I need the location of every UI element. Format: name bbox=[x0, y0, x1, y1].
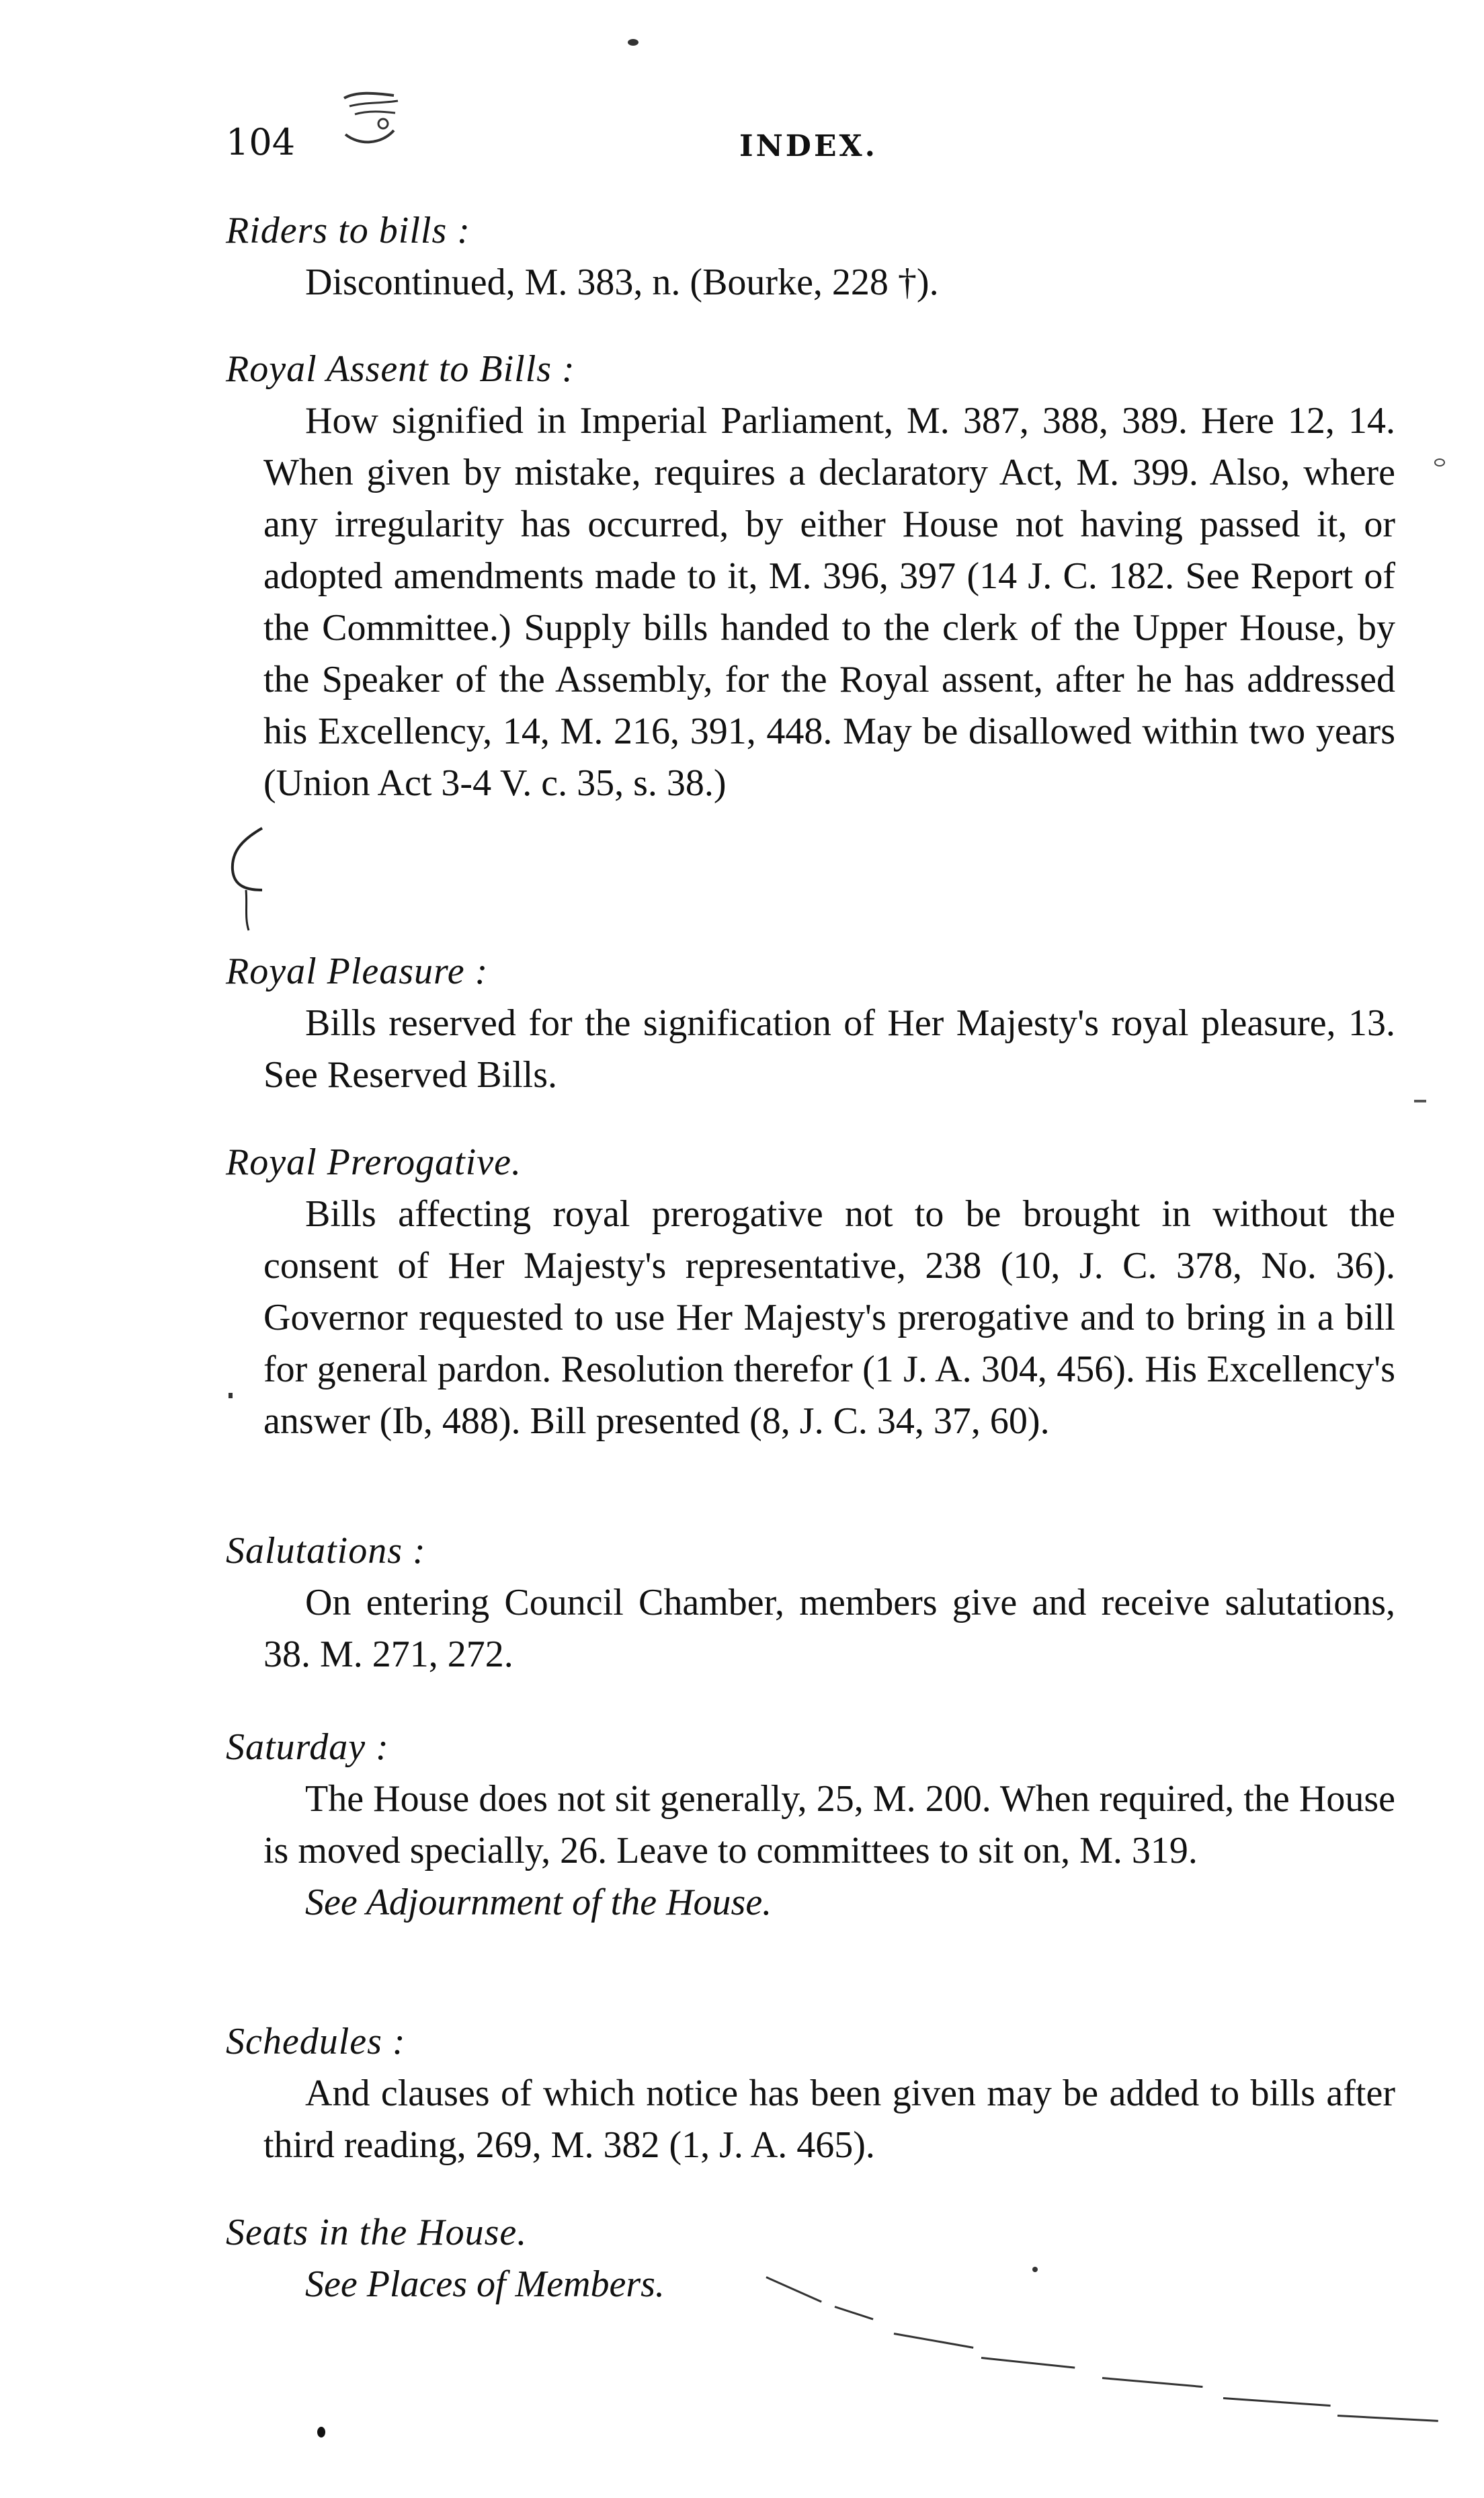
library-stamp-icon bbox=[336, 86, 410, 153]
pencil-stroke bbox=[1337, 2415, 1438, 2422]
cross-reference: See Places of Members. bbox=[305, 2263, 665, 2305]
entry-body: Bills reserved for the signification of Her Majesty's royal pleasure, 13. See Reserved Bills. bbox=[263, 1002, 1395, 1096]
ink-speck bbox=[628, 39, 638, 46]
entry-body: On entering Council Chamber, members give and receive salutations, 38. M. 271, 272. bbox=[263, 1582, 1395, 1675]
entry-heading: Saturday : bbox=[226, 1726, 389, 1768]
ink-speck bbox=[1434, 458, 1445, 467]
index-entry-salutations bbox=[226, 1525, 1395, 1681]
entry-body: And clauses of which notice has been given may be added to bills after third reading, 269, M. 382 (1, J. A. 465). bbox=[263, 2072, 1395, 2166]
page-number: 104 bbox=[226, 121, 296, 163]
index-entry-royal-prerogative bbox=[226, 1136, 1395, 1447]
pencil-stroke bbox=[981, 2357, 1075, 2369]
entry-heading: Seats in the House. bbox=[226, 2212, 528, 2253]
entry-body: Bills affecting royal prerogative not to be brought in without the consent of Her Majesty's representative, 238 (10, J. C. 378, No. 36). Governor requested to use Her Majesty's prerogative and to bring in a bill for general pardon. Resolution therefor (1 J. A. 304, 456). His Excellency's answer (Ib, 488). Bill presented (8, J. C. 34, 37, 60). bbox=[263, 1193, 1395, 1442]
entry-heading: Royal Assent to Bills : bbox=[226, 348, 575, 390]
ink-speck bbox=[1032, 2267, 1038, 2272]
ink-speck bbox=[317, 2427, 325, 2437]
entry-body: Discontinued, M. 383, n. (Bourke, 228 †). bbox=[305, 261, 939, 303]
entry-heading: Salutations : bbox=[226, 1530, 426, 1572]
ink-speck bbox=[229, 1393, 233, 1398]
pencil-stroke bbox=[894, 2333, 974, 2349]
index-entry-royal-pleasure bbox=[226, 945, 1395, 1101]
index-entry-royal-assent-to-bills bbox=[226, 343, 1395, 809]
entry-body: The House does not sit generally, 25, M. 200. When required, the House is moved specially, 26. Leave to committees to sit on, M. 319. bbox=[263, 1778, 1395, 1871]
pencil-stroke bbox=[1223, 2397, 1331, 2407]
index-entry-riders-to-bills bbox=[226, 204, 1395, 309]
pencil-stroke bbox=[1102, 2377, 1203, 2388]
margin-bracket-mark bbox=[220, 820, 274, 934]
running-head: INDEX. bbox=[739, 129, 878, 163]
entry-heading: Royal Prerogative. bbox=[226, 1141, 522, 1183]
entry-heading: Royal Pleasure : bbox=[226, 951, 489, 992]
entry-heading: Schedules : bbox=[226, 2021, 406, 2062]
index-entry-seats-in-the-house bbox=[226, 2206, 1395, 2310]
index-entry-saturday bbox=[226, 1721, 1395, 1929]
entry-heading: Riders to bills : bbox=[226, 210, 470, 251]
ink-speck bbox=[1414, 1100, 1426, 1102]
index-entry-schedules bbox=[226, 2015, 1395, 2171]
cross-reference: See Adjournment of the House. bbox=[305, 1882, 772, 1923]
entry-body: How signified in Imperial Parliament, M. 387, 388, 389. Here 12, 14. When given by mistake, requires a declaratory Act, M. 399. Also, where any irregularity has occurred, by either House not having passed it, or adopted amendments made to it, M. 396, 397 (14 J. C. 182. See Report of the Committee.) Supply bills handed to the clerk of the Upper House, by the Speaker of the Assembly, for the Royal assent, after he has addressed his Excellency, 14, M. 216, 391, 448. May be disallowed within two years (Union Act 3-4 V. c. 35, s. 38.) bbox=[263, 400, 1395, 804]
